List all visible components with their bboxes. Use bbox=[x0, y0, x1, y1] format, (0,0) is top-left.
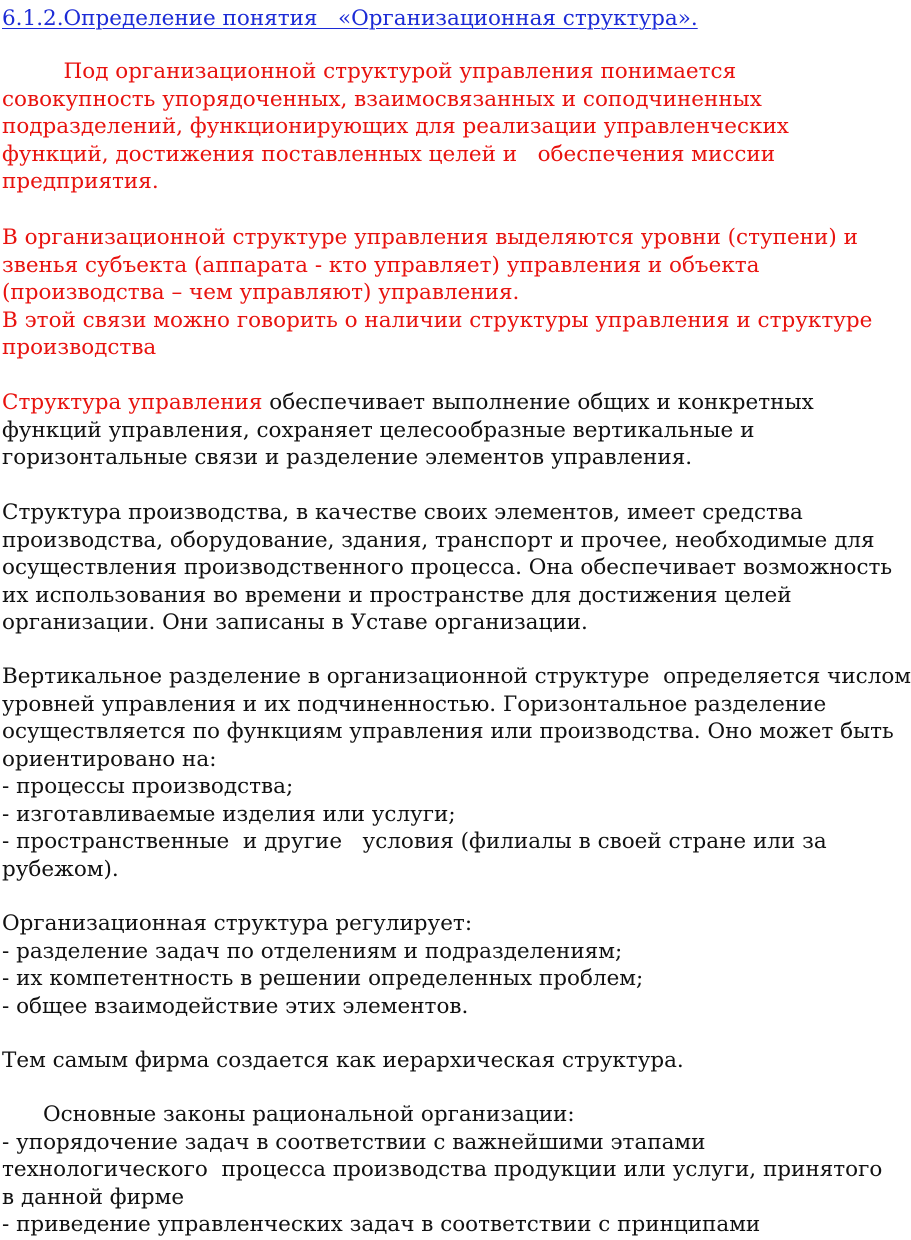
regulation-line: Организационная структура регулирует: bbox=[2, 911, 473, 936]
definition-line: подразделений, функционирующих для реализации управленческих bbox=[2, 114, 789, 139]
levels-line: В этой связи можно говорить о наличии структуры управления и структуре bbox=[2, 307, 873, 333]
production-structure-line: их использования во времени и пространстве для достижения целей bbox=[2, 582, 792, 608]
management-structure-line bbox=[2, 389, 814, 417]
hierarchy-line: Тем самым фирма создается как иерархическая структура. bbox=[2, 1048, 684, 1073]
regulation-list-item: - общее взаимодействие этих элементов. bbox=[2, 993, 469, 1019]
production-structure-line: осуществления производственного процесса. Она обеспечивает возможность bbox=[2, 555, 893, 580]
laws-line: технологического процесса производства продукции или услуги, принятого bbox=[2, 1157, 883, 1182]
management-structure-term: Структура управления bbox=[2, 390, 263, 415]
division-list-item: - процессы производства; bbox=[2, 774, 294, 799]
levels-line: (производства – чем управляют) управления. bbox=[2, 280, 520, 305]
regulation-list-item: - их компетентность в решении определенных проблем; bbox=[2, 966, 644, 991]
levels-line: звенья субъекта (аппарата - кто управляет) управления и объекта bbox=[2, 252, 760, 278]
section-title: 6.1.2.Определение понятия «Организационная структура». bbox=[2, 6, 698, 31]
division-line: уровней управления и их подчиненностью. Горизонтальное разделение bbox=[2, 691, 827, 717]
division-list-item: рубежом). bbox=[2, 856, 119, 882]
definition-line: предприятия. bbox=[2, 169, 159, 194]
laws-list-item: - упорядочение задач в соответствии с важнейшими этапами bbox=[2, 1129, 706, 1155]
definition-line: функций, достижения поставленных целей и обеспечения миссии bbox=[2, 141, 776, 167]
production-structure-line: производства, оборудование, здания, транспорт и прочее, необходимые для bbox=[2, 527, 875, 553]
division-list-item: - пространственные и другие условия (филиалы в своей стране или за bbox=[2, 829, 827, 854]
production-structure-line: Структура производства, в качестве своих элементов, имеет средства bbox=[2, 500, 803, 525]
definition-line: совокупность упорядоченных, взаимосвязанных и соподчиненных bbox=[2, 86, 762, 112]
levels-line: В организационной структуре управления выделяются уровни (ступени) и bbox=[2, 225, 858, 250]
laws-list-item: - приведение управленческих задач в соответствии с принципами bbox=[2, 1212, 761, 1237]
regulation-list-item: - разделение задач по отделениям и подразделениям; bbox=[2, 938, 623, 964]
management-structure-line: функций управления, сохраняет целесообразные вертикальные и bbox=[2, 417, 755, 443]
production-structure-line: организации. Они записаны в Уставе организации. bbox=[2, 610, 588, 635]
management-structure-text: обеспечивает выполнение общих и конкретных bbox=[262, 390, 814, 415]
levels-line: производства bbox=[2, 335, 157, 360]
division-list-item: - изготавливаемые изделия или услуги; bbox=[2, 801, 456, 827]
laws-line: Основные законы рациональной организации: bbox=[2, 1102, 575, 1127]
division-line: осуществляется по функциям управления или производства. Оно может быть bbox=[2, 719, 894, 744]
laws-line: в данной фирме bbox=[2, 1184, 185, 1210]
division-line: ориентировано на: bbox=[2, 746, 217, 772]
management-structure-line: горизонтальные связи и разделение элементов управления. bbox=[2, 445, 693, 470]
definition-line: Под организационной структурой управления понимается bbox=[2, 59, 737, 84]
division-line: Вертикальное разделение в организационной структуре определяется числом bbox=[2, 664, 911, 689]
